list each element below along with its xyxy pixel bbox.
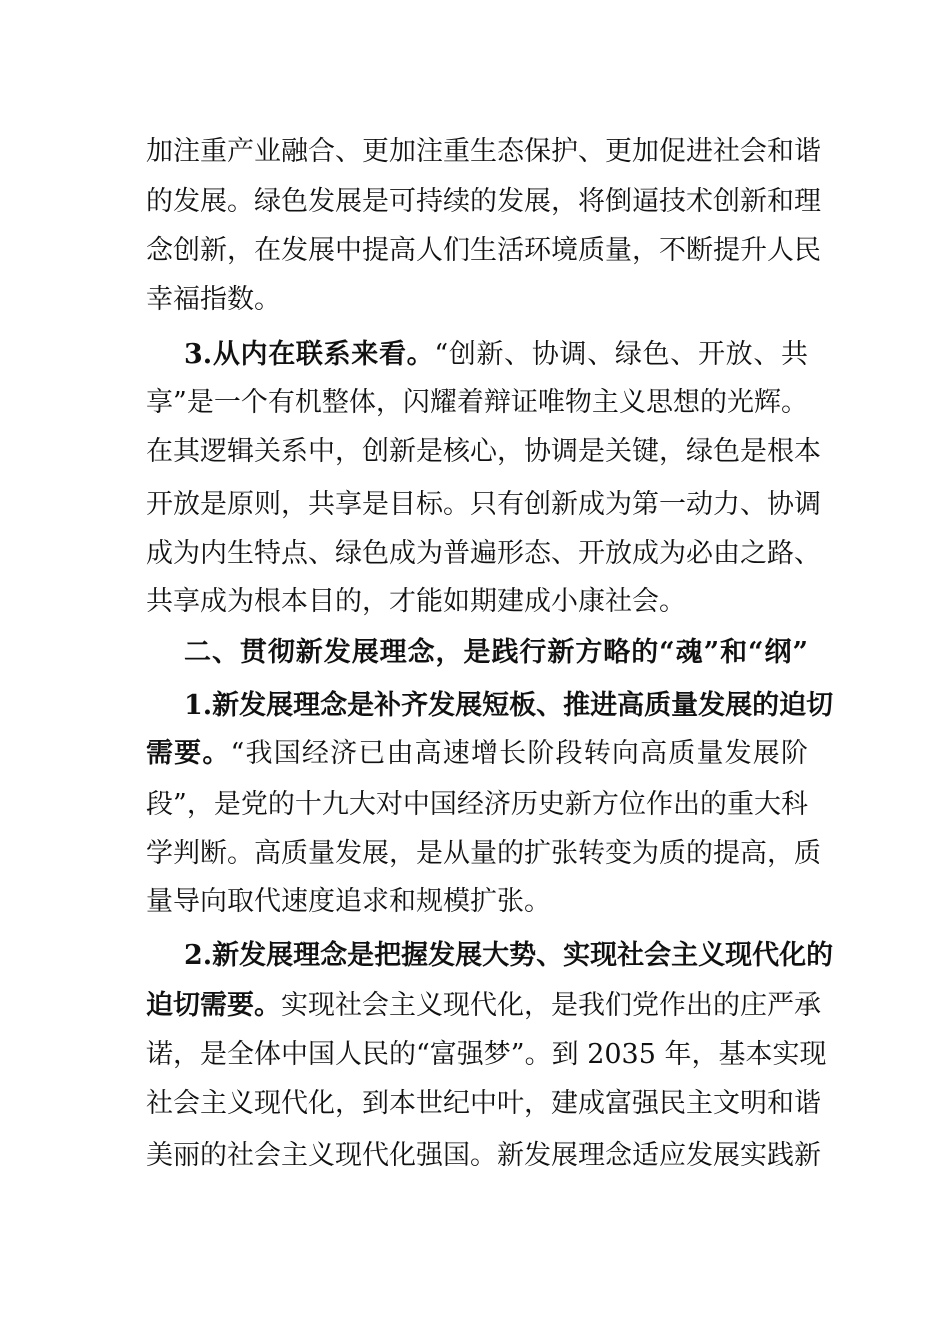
heading-text: 二、贯彻新发展理念，是践行新方略的“魂”和“纲” [184, 637, 808, 668]
paragraph-2-line-5 [146, 534, 821, 574]
paragraph-2-line-3 [146, 432, 821, 472]
paragraph-4-line-5 [146, 1136, 821, 1176]
paragraph-1-line-1 [146, 132, 821, 172]
section-2-heading [184, 633, 808, 673]
text-run: 享”是一个有机整体，闪耀着辩证唯物主义思想的光辉。 [146, 387, 808, 418]
text-run: 开放是原则，共享是目标。只有创新成为第一动力、协调 [146, 489, 821, 520]
text-run: 诺，是全体中国人民的“富强梦”。到 2035 年，基本实现 [146, 1039, 827, 1070]
text-run: 段”，是党的十九大对中国经济历史新方位作出的重大科 [146, 789, 808, 820]
paragraph-2-line-4 [146, 485, 821, 525]
paragraph-1-line-2 [146, 182, 821, 222]
text-run: 美丽的社会主义现代化强国。新发展理念适应发展实践新 [146, 1140, 821, 1171]
paragraph-4-line-3 [146, 1035, 827, 1075]
text-run: 幸福指数。 [146, 284, 281, 315]
paragraph-2-line-1 [184, 335, 808, 375]
text-run: 共享成为根本目的，才能如期建成小康社会。 [146, 586, 686, 617]
paragraph-1-line-4 [146, 280, 808, 320]
subheading-text: 2.新发展理念是把握发展大势、实现社会主义现代化的 [184, 940, 834, 971]
subheading-text: 迫切需要。 [146, 990, 281, 1021]
text-run: 实现社会主义现代化，是我们党作出的庄严承 [281, 990, 821, 1021]
paragraph-3-line-5 [146, 882, 808, 922]
subheading-text: 1.新发展理念是补齐发展短板、推进高质量发展的迫切 [184, 690, 834, 721]
section-heading-inline: 3.从内在联系来看。 [184, 339, 435, 370]
subheading-text: 需要。 [146, 738, 231, 769]
paragraph-1-line-3 [146, 231, 821, 271]
paragraph-3-line-2 [146, 734, 808, 774]
text-run: 在其逻辑关系中，创新是核心，协调是关键，绿色是根本 [146, 436, 821, 467]
paragraph-3-line-3 [146, 785, 808, 825]
paragraph-4-line-4 [146, 1084, 821, 1124]
text-run: 成为内生特点、绿色成为普遍形态、开放成为必由之路、 [146, 538, 821, 569]
paragraph-2-line-6 [146, 582, 808, 622]
paragraph-2-line-2 [146, 383, 808, 423]
paragraph-4-line-2 [146, 986, 821, 1026]
text-run: 的发展。绿色发展是可持续的发展，将倒逼技术创新和理 [146, 186, 821, 217]
text-run: “创新、协调、绿色、开放、共 [434, 339, 808, 370]
paragraph-4-line-1 [184, 936, 834, 976]
text-run: 念创新，在发展中提高人们生活环境质量，不断提升人民 [146, 235, 821, 266]
text-run: 社会主义现代化，到本世纪中叶，建成富强民主文明和谐 [146, 1088, 821, 1119]
text-run: 加注重产业融合、更加注重生态保护、更加促进社会和谐 [146, 136, 821, 167]
paragraph-3-line-4 [146, 834, 821, 874]
text-run: 量导向取代速度追求和规模扩张。 [146, 886, 551, 917]
text-run: “我国经济已由高速增长阶段转向高质量发展阶 [230, 738, 808, 769]
paragraph-3-line-1 [184, 686, 834, 726]
text-run: 学判断。高质量发展，是从量的扩张转变为质的提高，质 [146, 838, 821, 869]
